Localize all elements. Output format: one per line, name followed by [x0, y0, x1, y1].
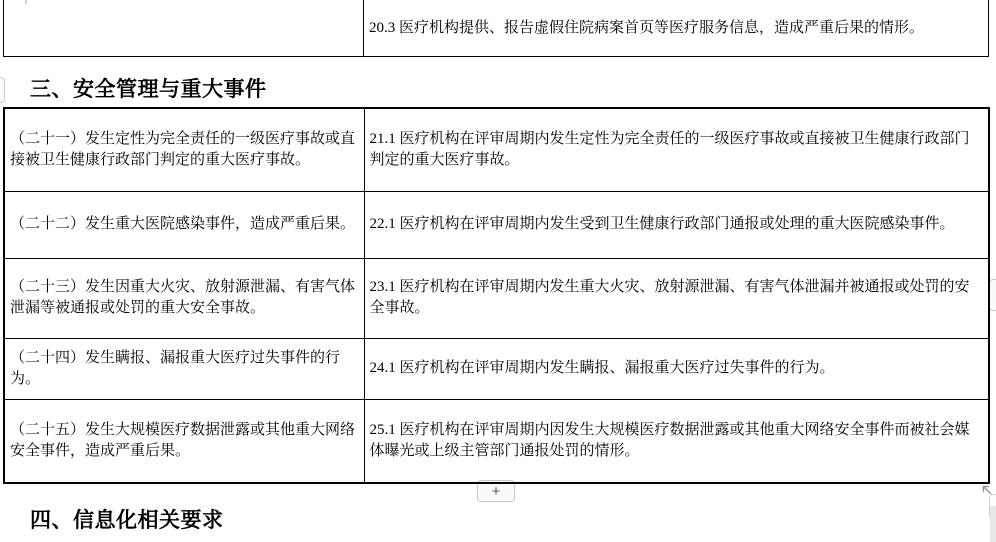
- block-handle-button-fragment[interactable]: [0, 77, 5, 103]
- plus-icon: +: [491, 482, 501, 500]
- table-row: [4, 338, 989, 399]
- criteria-cell[interactable]: 21.1 医疗机构在评审周期内发生定性为完全责任的一级医疗事故或直接被卫生健康行政部门判定的重大医疗事故。: [364, 108, 989, 191]
- table-row: [4, 108, 989, 191]
- item-cell[interactable]: （二十一）发生定性为完全责任的一级医疗事故或直接被卫生健康行政部门判定的重大医疗事故。: [4, 108, 364, 191]
- item-cell[interactable]: （二十五）发生大规模医疗数据泄露或其他重大网络安全事件，造成严重后果。: [4, 399, 364, 483]
- item-cell[interactable]: （二十二）发生重大医院感染事件，造成严重后果。: [4, 191, 364, 258]
- criteria-cell[interactable]: 22.1 医疗机构在评审周期内发生受到卫生健康行政部门通报或处理的重大医院感染事件。: [364, 191, 989, 258]
- vertical-scrollbar[interactable]: [990, 506, 996, 542]
- select-table-arrow-icon[interactable]: [981, 483, 993, 495]
- criteria-table-fragment-20: [3, 0, 989, 57]
- item-cell[interactable]: [4, 0, 364, 57]
- item-cell[interactable]: （二十三）发生因重大火灾、放射源泄漏、有害气体泄漏等被通报或处罚的重大安全事故。: [4, 258, 364, 338]
- table-row: [4, 191, 989, 258]
- item-cell[interactable]: （二十四）发生瞒报、漏报重大医疗过失事件的行为。: [4, 338, 364, 399]
- add-column-button-fragment[interactable]: [989, 279, 996, 311]
- nw-arrow-icon: [981, 484, 993, 496]
- section-heading-security: 三、安全管理与重大事件: [30, 78, 267, 101]
- criteria-table-21-25: [3, 107, 990, 484]
- criteria-cell[interactable]: 24.1 医疗机构在评审周期内发生瞒报、漏报重大医疗过失事件的行为。: [364, 338, 989, 399]
- section-heading-informatization: 四、信息化相关要求: [30, 509, 224, 532]
- criteria-cell[interactable]: 25.1 医疗机构在评审周期内因发生大规模医疗数据泄露或其他重大网络安全事件而被社会媒体曝光或上级主管部门通报处罚的情形。: [364, 399, 989, 483]
- table-row: [4, 0, 989, 57]
- table-row: [4, 258, 989, 338]
- criteria-cell[interactable]: 20.3 医疗机构提供、报告虚假住院病案首页等医疗服务信息，造成严重后果的情形。: [364, 0, 989, 57]
- table-row: [4, 399, 989, 483]
- criteria-cell[interactable]: 23.1 医疗机构在评审周期内发生重大火灾、放射源泄漏、有害气体泄漏并被通报或处罚的安全事故。: [364, 258, 989, 338]
